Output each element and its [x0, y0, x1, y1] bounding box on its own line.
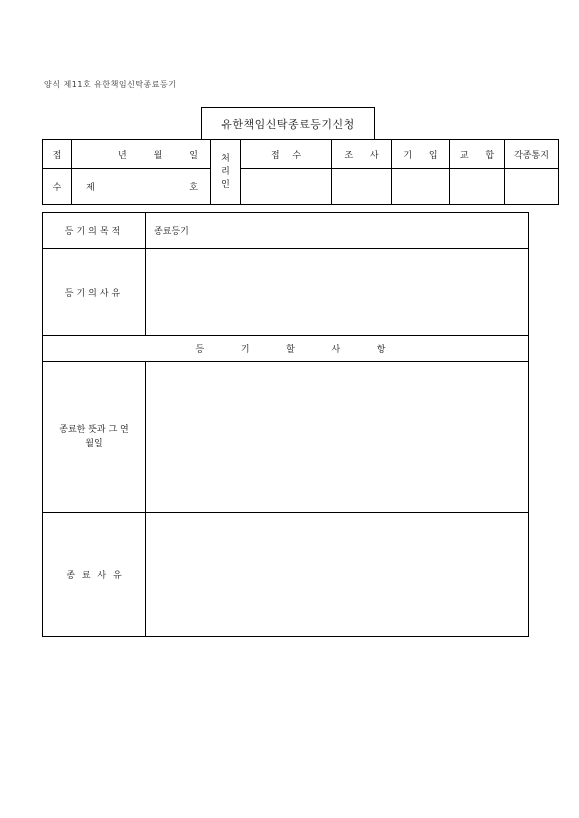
number-suffix: 호: [189, 183, 198, 194]
processing-char-1: 처: [221, 153, 230, 164]
reception-table: [42, 139, 559, 205]
reception-stamp-cell[interactable]: [241, 169, 332, 205]
form-number-label: 양식 제11호 유한책임신탁종료등기: [44, 80, 177, 89]
termination-date-label-line1: 종료한 뜻과 그 연: [59, 425, 129, 435]
termination-reason-label: 종 료 사 유: [43, 513, 146, 637]
purpose-value[interactable]: 종료등기: [146, 213, 529, 249]
year-label: 년: [118, 150, 127, 161]
header-char-2: 기: [240, 345, 250, 355]
application-table: [42, 212, 529, 637]
termination-date-field[interactable]: [146, 362, 529, 513]
header-char-1: 등: [195, 345, 205, 355]
col-verification: 교 합: [450, 140, 505, 169]
entry-stamp-cell[interactable]: [392, 169, 450, 205]
header-char-4: 사: [331, 345, 341, 355]
number-prefix: 제: [86, 183, 95, 194]
col-notifications: 각종통지: [505, 140, 559, 169]
reception-label-bottom: 수: [43, 169, 72, 205]
reception-label-top: 접: [43, 140, 72, 169]
day-label: 일: [189, 150, 198, 161]
registration-items-header: [43, 336, 529, 362]
col-reception: 접 수: [241, 140, 332, 169]
header-char-3: 할: [286, 345, 295, 355]
termination-date-label: [43, 362, 146, 513]
notification-stamp-cell[interactable]: [505, 169, 559, 205]
header-char-5: 항: [376, 345, 386, 355]
date-cell: [72, 140, 211, 169]
form-title: 유한책임신탁종료등기신청: [201, 107, 375, 139]
reason-field[interactable]: [146, 249, 529, 336]
termination-date-label-line2: 월일: [85, 439, 103, 449]
processing-char-2: 리: [221, 166, 230, 177]
col-examination: 조 사: [332, 140, 392, 169]
number-cell: [72, 169, 211, 205]
month-label: 월: [153, 150, 163, 161]
purpose-label: 등기의목적: [43, 213, 146, 249]
examination-stamp-cell[interactable]: [332, 169, 392, 205]
processing-label: [211, 140, 241, 205]
processing-char-3: 인: [221, 179, 230, 190]
col-entry: 기 입: [392, 140, 450, 169]
termination-reason-field[interactable]: [146, 513, 529, 637]
reason-label: 등기의사유: [43, 249, 146, 336]
verification-stamp-cell[interactable]: [450, 169, 505, 205]
